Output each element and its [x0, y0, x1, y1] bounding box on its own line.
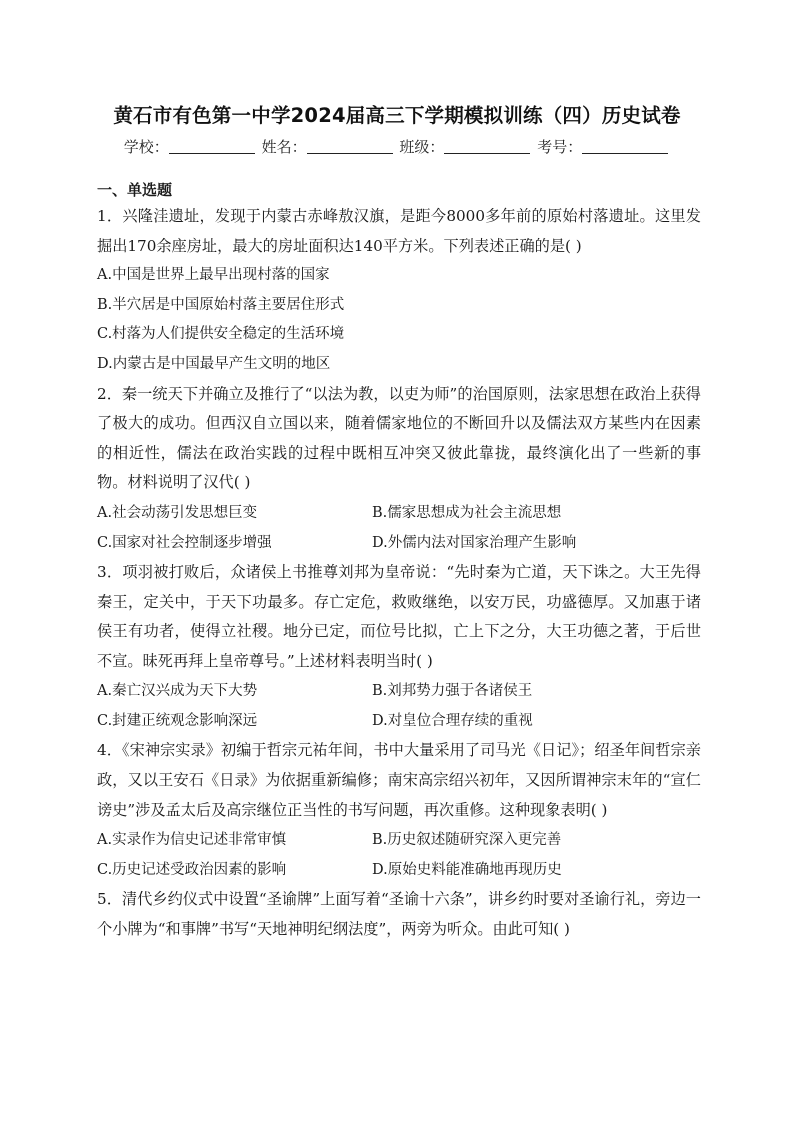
- q3-options-row-1: [97, 676, 701, 706]
- q3-option-d[interactable]: D.对皇位合理存续的重视: [372, 713, 533, 730]
- q3-option-c[interactable]: C.封建正统观念影响深远: [97, 713, 258, 730]
- q4-option-a[interactable]: A.实录作为信史记述非常审慎: [97, 832, 287, 849]
- q4-option-c[interactable]: C.历史记述受政治因素的影响: [97, 862, 287, 879]
- q3-option-b[interactable]: B.刘邦势力强于各诸侯王: [372, 683, 533, 700]
- question-stem-1: 1．兴隆洼遗址，发现于内蒙古赤峰敖汉旗，是距今8000多年前的原始村落遗址。这里发掘出170余座房址，最大的房址面积达140平方米。下列表述正确的是( ): [97, 207, 701, 255]
- q3-option-a[interactable]: A.秦亡汉兴成为天下大势: [97, 683, 258, 700]
- q2-options-row-1: [97, 498, 701, 528]
- q3-options-row-2: [97, 706, 701, 736]
- q1-option-c[interactable]: C.村落为人们提供安全稳定的生活环境: [97, 326, 345, 343]
- question-stem-4: 4．《宋神宗实录》初编于哲宗元祐年间，书中大量采用了司马光《日记》；绍圣年间哲宗亲政，又以王安石《日录》为依据重新编修；南宋高宗绍兴初年，又因所谓神宗末年的“宣仁谤史”涉及孟太后及高宗继位正当性的书写问题，再次重修。这种现象表明( ): [97, 741, 701, 819]
- question-stem-2: 2．秦一统天下并确立及推行了“以法为教，以吏为师”的治国原则，法家思想在政治上获得了极大的成功。但西汉自立国以来，随着儒家地位的不断回升以及儒法双方某些内在因素的相近性，儒法在政治实践的过程中既相互冲突又彼此靠拢，最终演化出了一些新的事物。材料说明了汉代( ): [97, 384, 701, 492]
- q1-option-b[interactable]: B.半穴居是中国原始村落主要居住形式: [97, 296, 345, 313]
- exam-number-blank[interactable]: [582, 139, 668, 154]
- exam-title: 黄石市有色第一中学2024届高三下学期模拟训练（四）历史试卷: [113, 104, 681, 127]
- q1-option-d[interactable]: D.内蒙古是中国最早产生文明的地区: [97, 355, 331, 372]
- school-blank[interactable]: [169, 139, 255, 154]
- q4-options-row-2: [97, 855, 701, 885]
- q2-options-row-2: [97, 528, 701, 558]
- school-label: 学校：: [123, 138, 169, 156]
- q2-option-d[interactable]: D.外儒内法对国家治理产生影响: [372, 534, 577, 551]
- q1-option-a[interactable]: A.中国是世界上最早出现村落的国家: [97, 267, 330, 284]
- q2-option-b[interactable]: B.儒家思想成为社会主流思想: [372, 504, 562, 521]
- question-stem-5: 5．清代乡约仪式中设置“圣谕牌”上面写着“圣谕十六条”，讲乡约时要对圣谕行礼，旁边一个小牌为“和事牌”书写“天地神明纪纲法度”，两旁为听众。由此可知( ): [97, 890, 701, 938]
- q2-option-a[interactable]: A.社会动荡引发思想巨变: [97, 504, 258, 521]
- name-blank[interactable]: [307, 139, 393, 154]
- section-heading: 一、单选题: [97, 181, 173, 199]
- question-list: [97, 178, 701, 944]
- question-stem-3: 3．项羽被打败后，众诸侯上书推尊刘邦为皇帝说：“先时秦为亡道，天下诛之。大王先得秦王，定关中，于天下功最多。存亡定危，救败继绝，以安万民，功盛德厚。又加惠于诸侯王有功者，使得立社稷。地分已定，而位号比拟，亡上下之分，大王功德之著，于后世不宣。昧死再拜上皇帝尊号。”上述材料表明当时( ): [97, 562, 701, 670]
- q4-option-b[interactable]: B.历史叙述随研究深入更完善: [372, 832, 562, 849]
- student-info-line: [0, 136, 794, 157]
- name-label: 姓名：: [261, 138, 307, 156]
- q2-option-c[interactable]: C.国家对社会控制逐步增强: [97, 534, 272, 551]
- exam-number-label: 考号：: [537, 138, 583, 156]
- q4-option-d[interactable]: D.原始史料能准确地再现历史: [372, 862, 562, 879]
- q4-options-row-1: [97, 825, 701, 855]
- class-blank[interactable]: [444, 139, 530, 154]
- class-label: 班级：: [399, 138, 445, 156]
